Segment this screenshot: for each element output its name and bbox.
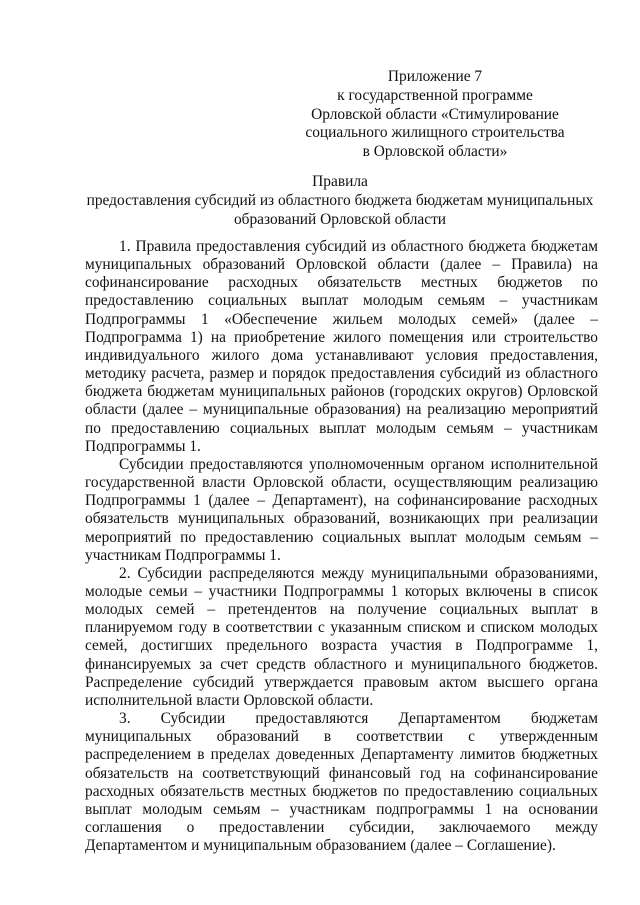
appendix-line: Орловской области «Стимулирование <box>311 105 559 123</box>
title-heading: Правила <box>312 173 368 190</box>
document-title <box>80 173 600 229</box>
appendix-line: в Орловской области» <box>362 143 508 161</box>
paragraph-3: 2. Субсидии распределяются между муниципальными образованиями, молодые семьи – участники Подпрограммы 1 которых включены в список молодых семей – претендентов на получение социальных выплат в планируемом году в соответствии с указанным списком и списком молодых семей, достигших предельного возраста участия в Подпрограмме 1, финансируемых за счет средств областного и муниципального бюджетов. Распределение субсидий утверждается правовым актом высшего органа исполнительной власти Орловской области. <box>85 564 598 709</box>
document-body <box>85 238 598 855</box>
paragraph-4: 3. Субсидии предоставляются Департаментом бюджетам муниципальных образований в соответствии с утвержденным распределением в пределах доведенных Департаменту лимитов бюджетных обязательств на соответствующий финансовый год на софинансирование расходных обязательств местных бюджетов по предоставлению социальных выплат молодым семьям – участникам подпрограммы 1 на основании соглашения о предоставлении субсидии, заключаемого между Департаментом и муниципальным образованием (далее – Соглашение). <box>85 710 598 855</box>
paragraph-2: Субсидии предоставляются уполномоченным органом исполнительной государственной власти Орловской области, осуществляющим реализацию Подпрограммы 1 (далее – Департамент), на софинансирование расходных обязательств муниципальных образований, возникающих при реализации мероприятий по предоставлению социальных выплат молодым семьям – участникам Подпрограммы 1. <box>85 455 598 564</box>
appendix-number: Приложение 7 <box>387 68 483 85</box>
paragraph-1: 1. Правила предоставления субсидий из областного бюджета бюджетам муниципальных образований Орловской области (далее – Правила) на софинансирование расходных обязательств местных бюджетов по предоставлению социальных выплат молодым семьям – участникам Подпрограммы 1 «Обеспечение жильем молодых семей» (далее – Подпрограмма 1) на приобретение жилого помещения или строительство индивидуального жилого дома устанавливают условия предоставления, методику расчета, размер и порядок предоставления субсидий из областного бюджета бюджетам муниципальных районов (городских округов) Орловской области (далее – муниципальные образования) на реализацию мероприятий по предоставлению социальных выплат молодым семьям – участникам Подпрограммы 1. <box>85 238 598 455</box>
appendix-line: к государственной программе <box>337 86 533 104</box>
appendix-line: социального жилищного строительства <box>305 124 565 142</box>
appendix-header <box>300 68 570 162</box>
title-line: образований Орловской области <box>233 210 447 228</box>
title-line: предоставления субсидий из областного бюджета бюджетам муниципальных <box>86 191 594 209</box>
